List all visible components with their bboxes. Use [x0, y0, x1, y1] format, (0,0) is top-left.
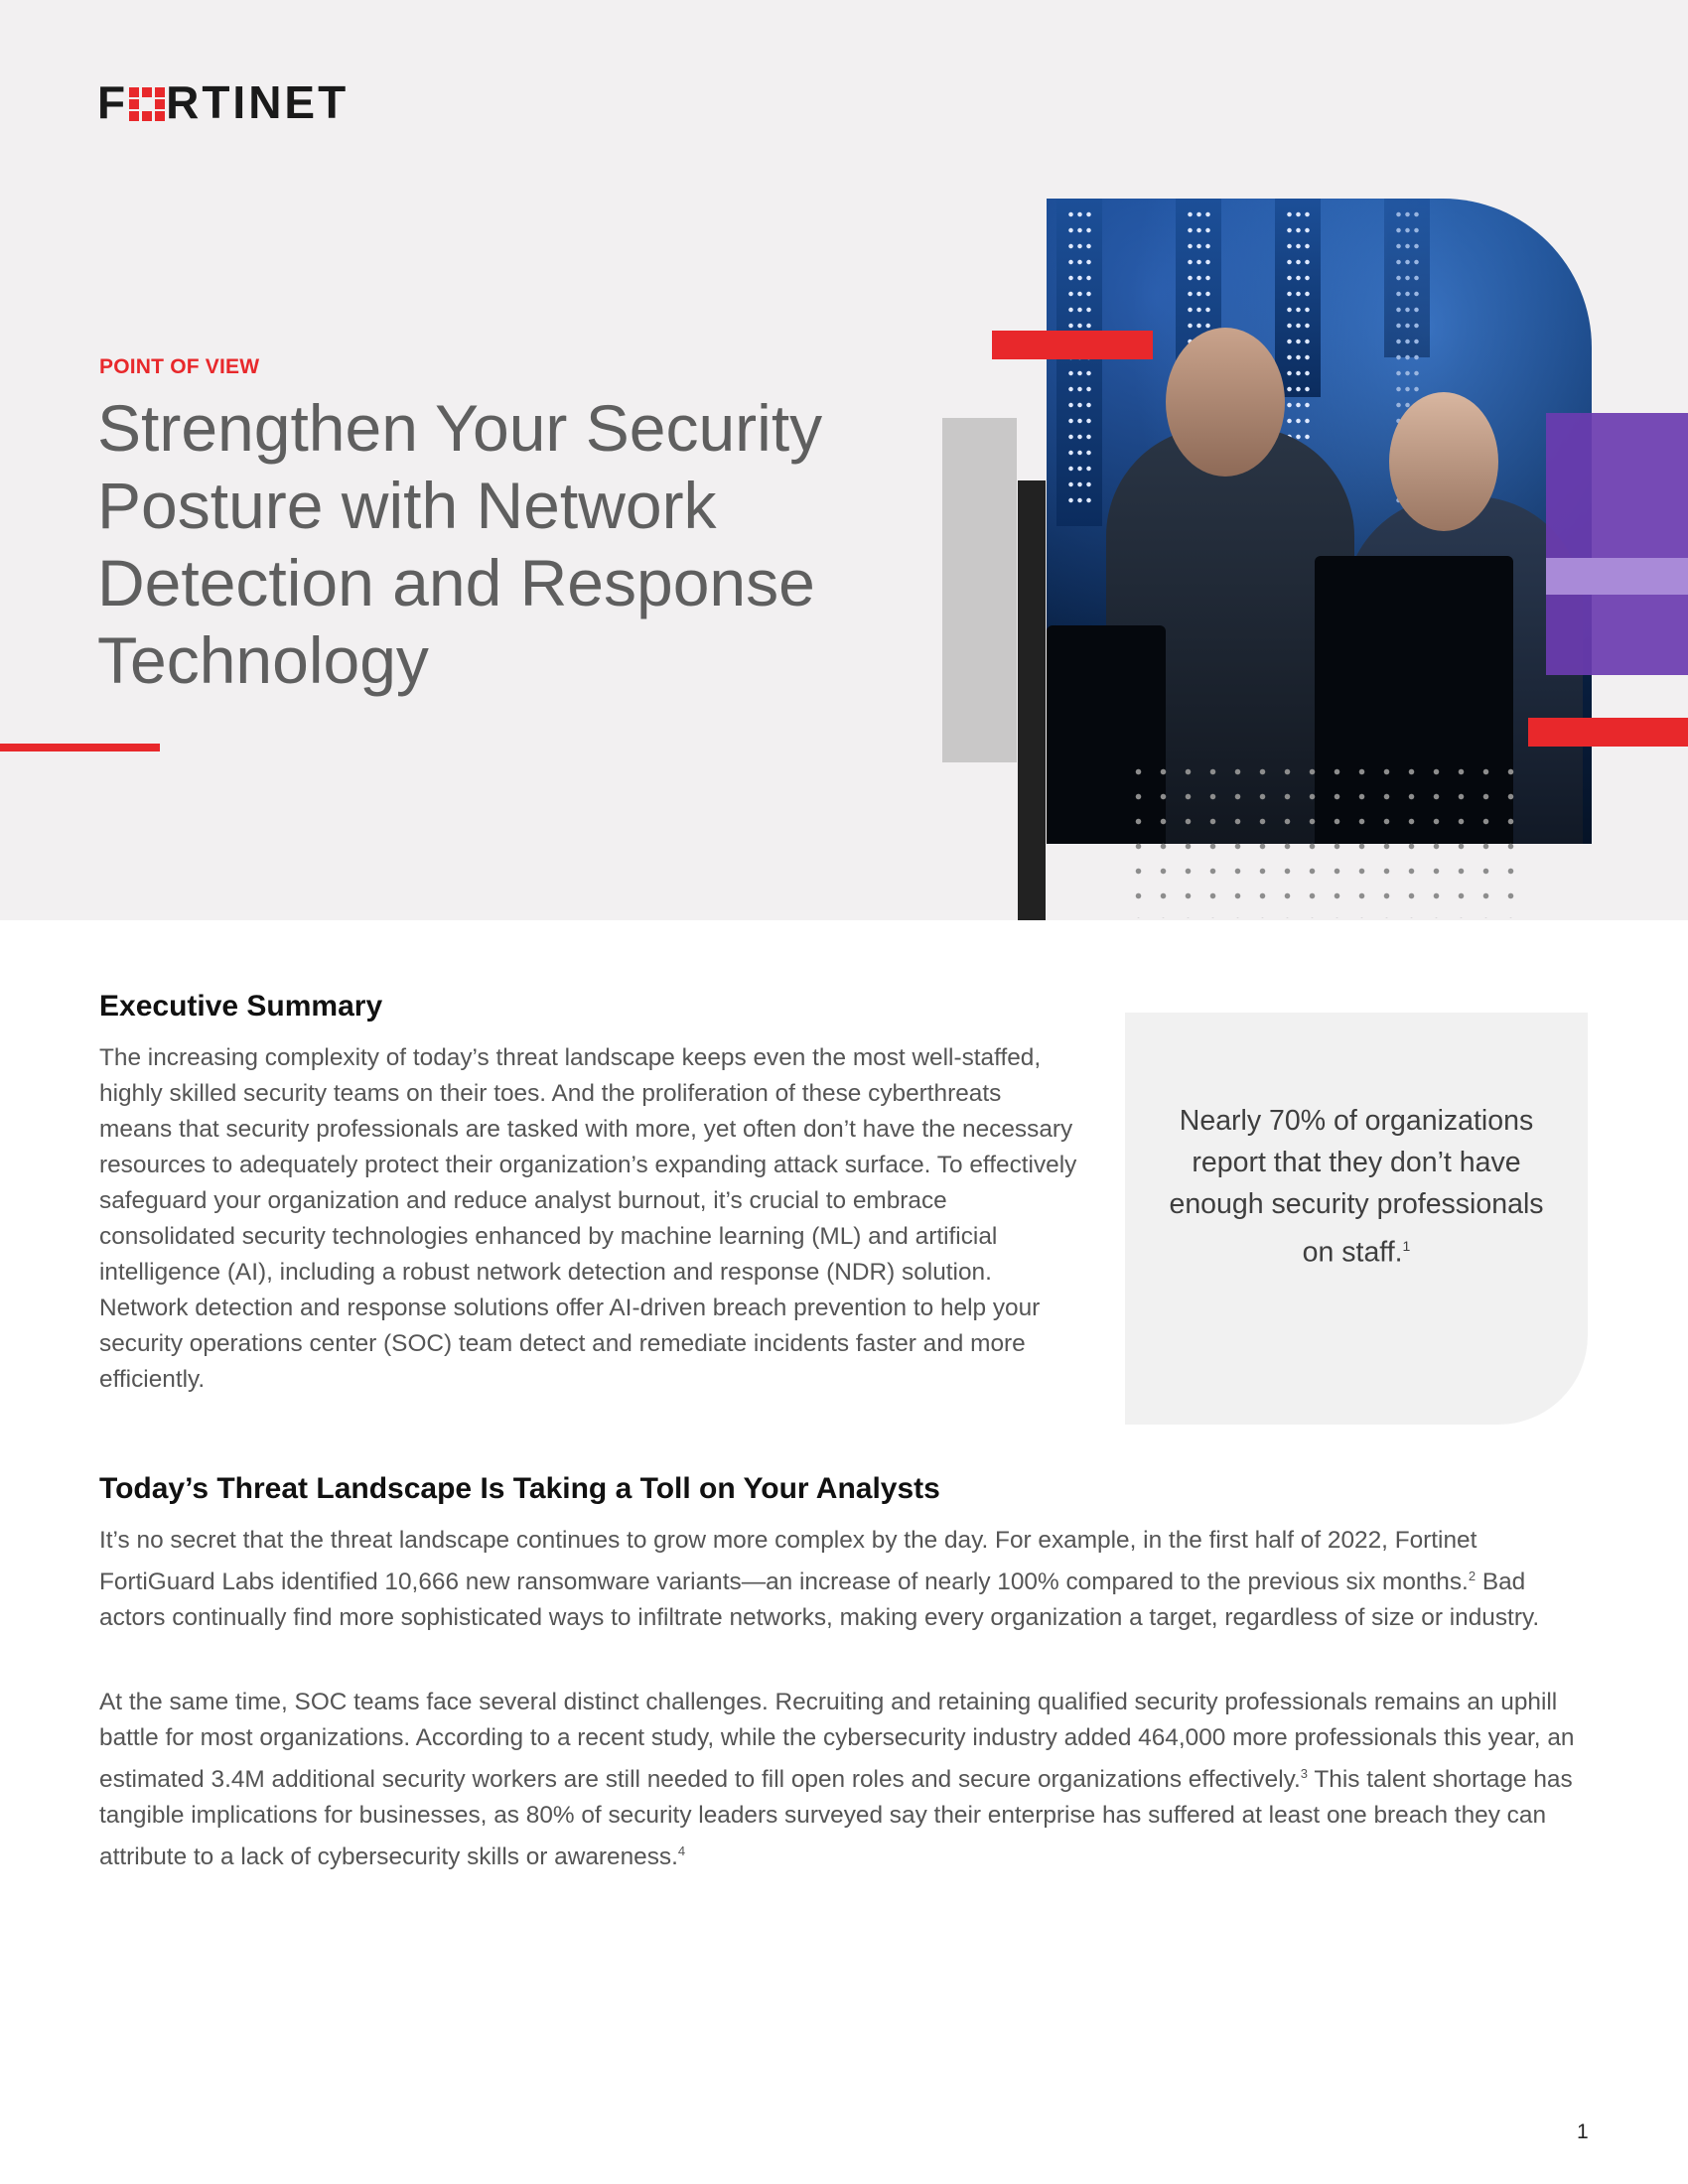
- document-type-label: POINT OF VIEW: [99, 355, 260, 378]
- server-rack: [1056, 199, 1102, 526]
- footnote-marker: 1: [1402, 1238, 1411, 1254]
- decorative-red-bar: [1528, 718, 1688, 747]
- stat-callout-text: [1155, 1100, 1558, 1274]
- footnote-marker: 4: [677, 1843, 686, 1859]
- threat-paragraph-2-part-b: This talent shortage has tangible implications for businesses, as 80% of security leaders surveyed say their enterprise has suffered at least one breach they can attribute to a lack of cybersecurity skills or awareness.: [99, 1766, 1573, 1871]
- executive-summary-body: The increasing complexity of today’s threat landscape keeps even the most well-staffed, highly skilled security teams on their toes. And the proliferation of these cyberthreats means that security professionals are tasked with more, yet often don’t have the necessary resources to adequately protect their organization’s expanding attack surface. To effectively safeguard your organization and reduce analyst burnout, it’s crucial to embrace consolidated security technologies enhanced by machine learning (ML) and artificial intelligence (AI), including a robust network detection and response (NDR) solution. Network detection and response solutions offer AI-driven breach prevention to help your security operations center (SOC) team detect and remediate incidents faster and more efficiently.: [99, 1044, 1077, 1393]
- hero-section: [0, 0, 1688, 920]
- footnote-marker: 3: [1300, 1766, 1309, 1781]
- executive-summary-heading: Executive Summary: [99, 990, 383, 1023]
- decorative-purple-bar: [1546, 413, 1688, 675]
- page-title: Strengthen Your Security Posture with Network Detection and Response Technology: [97, 391, 823, 697]
- person-woman-head: [1389, 392, 1498, 531]
- footnote-marker: 2: [1468, 1569, 1477, 1583]
- title-accent-rule: [0, 744, 160, 751]
- fortinet-logo: [97, 76, 407, 128]
- stat-callout-statement: Nearly 70% of organizations report that they don’t have enough security professionals on staff.: [1169, 1105, 1544, 1269]
- page-number: 1: [1577, 2120, 1589, 2143]
- server-rack: [1384, 199, 1430, 357]
- decorative-black-bar: [1018, 480, 1046, 920]
- logo-text-end: RTINET: [166, 76, 350, 128]
- decorative-dot-grid: [1126, 759, 1523, 918]
- person-man-head: [1166, 328, 1285, 477]
- logo-text-start: F: [97, 76, 129, 128]
- decorative-gray-bar: [942, 418, 1017, 762]
- threat-paragraph-2: [99, 1685, 1589, 1875]
- stat-callout: [1125, 1013, 1588, 1425]
- decorative-purple-light-bar: [1546, 558, 1688, 595]
- threat-paragraph-1-part-b: Bad actors continually find more sophisticated ways to infiltrate networks, making every organization a target, regardless of size or industry.: [99, 1569, 1540, 1632]
- hero-photo: [1047, 199, 1592, 844]
- threat-landscape-heading: Today’s Threat Landscape Is Taking a Toll on Your Analysts: [99, 1472, 940, 1505]
- decorative-red-bar: [992, 331, 1153, 359]
- threat-paragraph-1-part-a: It’s no secret that the threat landscape continues to grow more complex by the day. For example, in the first half of 2022, Fortinet FortiGuard Labs identified 10,666 new ransomware variants—an increase of nearly 100% compared to the previous six months.: [99, 1527, 1477, 1596]
- logo-grid-icon: [129, 87, 165, 121]
- server-rack: [1275, 199, 1321, 397]
- threat-paragraph-1: [99, 1523, 1589, 1636]
- threat-paragraph-2-part-a: At the same time, SOC teams face several distinct challenges. Recruiting and retaining qualified security professionals remains an uphill battle for most organizations. According to a recent study, while the cybersecurity industry added 464,000 more professionals this year, an estimated 3.4M additional security workers are still needed to fill open roles and secure organizations effectively.: [99, 1689, 1575, 1794]
